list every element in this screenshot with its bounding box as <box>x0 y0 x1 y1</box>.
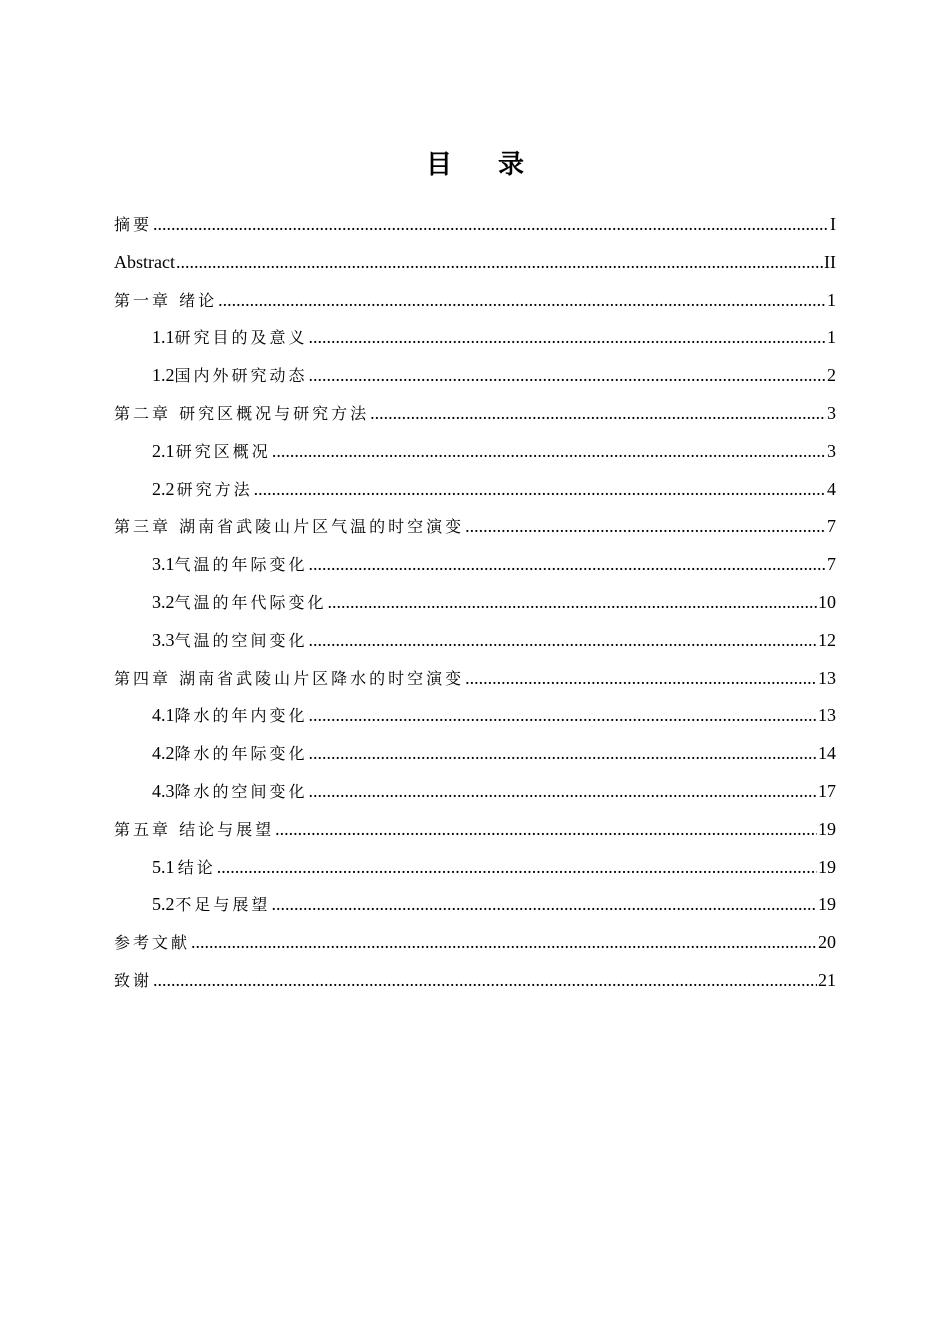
toc-entry-number: 5.2 <box>152 894 175 915</box>
toc-entry-chapter-1[interactable] <box>114 282 836 320</box>
toc-entry-page: 17 <box>818 780 836 801</box>
toc-leader-dots <box>465 508 826 546</box>
toc-leader-dots <box>309 319 826 357</box>
toc-leader-dots <box>309 697 817 735</box>
toc-leader-dots <box>309 773 817 811</box>
toc-entry-label: 国内外研究动态 <box>174 366 308 386</box>
toc-entry-page: II <box>824 251 836 272</box>
toc-entry-section-2-2[interactable] <box>114 471 836 509</box>
toc-entry-page: 12 <box>818 629 836 650</box>
toc-leader-dots <box>309 735 817 773</box>
toc-entry-number: 1.2 <box>152 365 175 386</box>
toc-leader-dots <box>153 206 829 244</box>
toc-entry-number: 2.1 <box>152 440 175 461</box>
toc-entry-chapter-5[interactable] <box>114 811 836 849</box>
toc-entry-page: 19 <box>818 818 836 839</box>
toc-entry-label: 第一章 绪论 <box>114 290 218 310</box>
toc-entry-section-4-2[interactable] <box>114 735 836 773</box>
toc-entry-section-3-1[interactable] <box>114 546 836 584</box>
toc-entry-label: 研究方法 <box>176 479 253 499</box>
toc-entry-label: 结论 <box>177 857 216 877</box>
toc-entry-number: 4.2 <box>152 743 175 764</box>
toc-entry-acknowledgements[interactable] <box>114 962 836 1000</box>
toc-entry-page: 1 <box>827 289 836 310</box>
toc-entry-page: 13 <box>818 705 836 726</box>
toc-entry-references[interactable] <box>114 924 836 962</box>
toc-entry-number: 3.1 <box>152 554 175 575</box>
toc-leader-dots <box>275 811 817 849</box>
toc-entry-section-5-1[interactable] <box>114 849 836 887</box>
toc-leader-dots <box>254 471 826 509</box>
toc-entry-label: 气温的空间变化 <box>174 630 308 650</box>
toc-entry-page: 1 <box>827 327 836 348</box>
toc-entry-number: 2.2 <box>152 478 175 499</box>
toc-entry-chapter-4[interactable] <box>114 660 836 698</box>
toc-entry-number: 5.1 <box>152 856 175 877</box>
toc-entry-page: I <box>830 214 836 234</box>
toc-leader-dots <box>309 546 826 584</box>
toc-entry-section-1-1[interactable] <box>114 319 836 357</box>
toc-entry-label: 摘要 <box>114 215 153 234</box>
title-part-1: 目 <box>425 150 452 180</box>
toc-entry-label: 第二章 研究区概况与研究方法 <box>114 403 370 423</box>
page-title <box>0 148 950 182</box>
toc-entry-label: 气温的年代际变化 <box>174 592 327 612</box>
toc-entry-page: 3 <box>827 440 836 461</box>
toc-leader-dots <box>218 282 826 320</box>
toc-entry-label: 不足与展望 <box>175 895 271 915</box>
toc-leader-dots <box>309 622 817 660</box>
toc-entry-page: 7 <box>827 554 836 575</box>
toc-entry-chapter-3[interactable] <box>114 508 836 546</box>
toc-entry-label: 研究目的及意义 <box>174 328 308 348</box>
toc-entry-number: 1.1 <box>152 327 175 348</box>
toc-entry-page: 7 <box>827 516 836 537</box>
toc-leader-dots <box>176 244 823 282</box>
toc-entry-label: 降水的年内变化 <box>174 706 308 726</box>
toc-entry-section-2-1[interactable] <box>114 433 836 471</box>
toc-entry-section-3-3[interactable] <box>114 622 836 660</box>
toc-entry-section-4-1[interactable] <box>114 697 836 735</box>
toc-leader-dots <box>272 433 826 471</box>
toc-entry-label: Abstract <box>114 251 175 272</box>
toc-entry-page: 19 <box>818 856 836 877</box>
toc-entry-section-4-3[interactable] <box>114 773 836 811</box>
toc-entry-page: 20 <box>818 932 836 953</box>
toc-leader-dots <box>465 660 817 698</box>
toc-entry-page: 3 <box>827 402 836 423</box>
toc-entry-label: 降水的年际变化 <box>174 744 308 764</box>
toc-entry-abstract-en[interactable] <box>114 244 836 282</box>
toc-entry-label: 降水的空间变化 <box>174 781 308 801</box>
toc-entry-page: 10 <box>818 591 836 612</box>
toc-entry-section-3-2[interactable] <box>114 584 836 622</box>
toc-entry-label: 气温的年际变化 <box>174 555 308 575</box>
toc-entry-page: 19 <box>818 894 836 915</box>
toc-leader-dots <box>328 584 817 622</box>
toc-leader-dots <box>370 395 826 433</box>
toc-leader-dots <box>217 849 817 887</box>
toc-entry-abstract-cn[interactable] <box>114 206 836 244</box>
toc-entry-number: 3.3 <box>152 629 175 650</box>
toc-leader-dots <box>191 924 817 962</box>
toc-entry-label: 第三章 湖南省武陵山片区气温的时空演变 <box>114 517 465 537</box>
title-part-2: 录 <box>498 150 525 180</box>
toc-entry-number: 3.2 <box>152 591 175 612</box>
toc-leader-dots <box>309 357 826 395</box>
toc-entry-section-1-2[interactable] <box>114 357 836 395</box>
toc-entry-label: 致谢 <box>114 970 153 990</box>
toc-entry-label: 研究区概况 <box>175 441 271 461</box>
toc-entry-chapter-2[interactable] <box>114 395 836 433</box>
toc-entry-number: 4.1 <box>152 705 175 726</box>
toc-entry-page: 21 <box>818 969 836 990</box>
toc-entry-page: 4 <box>827 478 836 499</box>
toc-entry-label: 第四章 湖南省武陵山片区降水的时空演变 <box>114 668 465 688</box>
toc-entry-page: 13 <box>818 667 836 688</box>
toc-entry-page: 14 <box>818 743 836 764</box>
toc-leader-dots <box>153 962 817 1000</box>
toc-entry-label: 参考文献 <box>114 933 191 953</box>
table-of-contents <box>114 206 836 1000</box>
toc-entry-label: 第五章 结论与展望 <box>114 819 275 839</box>
toc-leader-dots <box>271 886 817 924</box>
toc-entry-page: 2 <box>827 365 836 386</box>
toc-entry-number: 4.3 <box>152 780 175 801</box>
toc-entry-section-5-2[interactable] <box>114 886 836 924</box>
